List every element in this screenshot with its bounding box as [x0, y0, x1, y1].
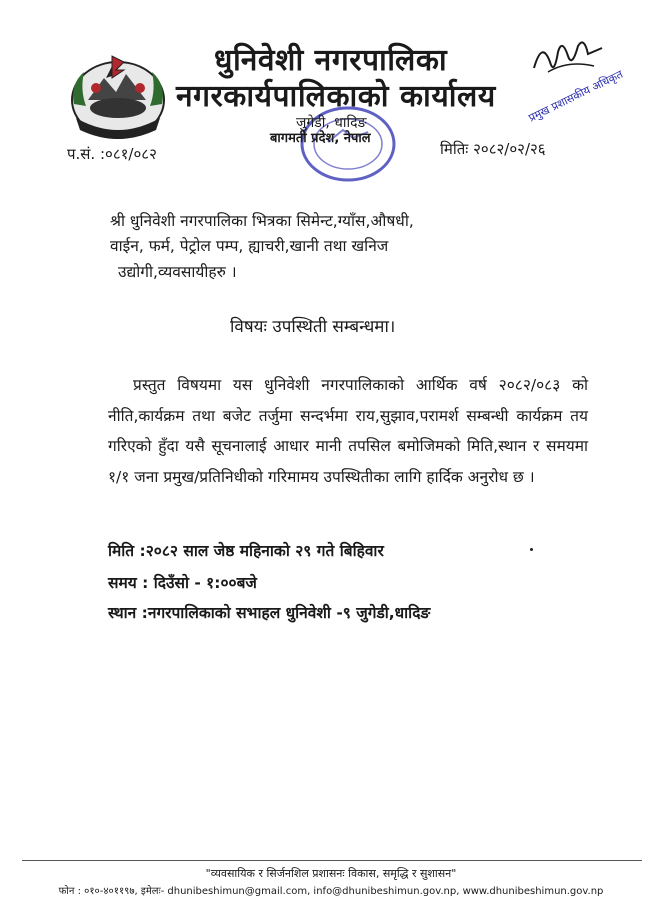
- signatory-designation: प्रमुख प्रशासकीय अधिकृत: [526, 67, 625, 125]
- letter-subject: विषयः उपस्थिती सम्बन्धमा।: [230, 317, 396, 337]
- footer-slogan: "व्यवसायिक र सिर्जनशिल प्रशासनः विकास, समृद्धि र सुशासन": [205, 867, 457, 880]
- body-paragraph: प्रस्तुत विषयमा यस धुनिवेशी नगरपालिकाको आर्थिक वर्ष २०८२/०८३ को नीति,कार्यक्रम तथा बजेट तर्जुमा सन्दर्भमा राय,सुझाव,परामर्श सम्बन्धी कार्यक्रम तय गरिएको हुँदा यसै सूचनालाई आधार मानी तपसिल बमोजिमको मिति,स्थान र समयमा १/१ जना प्रमुख/प्रतिनिधीको गरिमामय उपस्थितीका लागि हार्दिक अनुरोध छ ।: [108, 376, 588, 486]
- event-date: मिति :२०८२ साल जेष्ठ महिनाको २९ गते बिहिवार: [108, 542, 384, 560]
- office-address-line2: बागमती प्रदेश, नेपाल: [270, 131, 371, 146]
- recipient-line-2: वाईन, फर्म, पेट्रोल पम्प, ह्याचरी,खानी तथा खनिज: [110, 237, 389, 255]
- government-emblem-icon: [66, 44, 170, 144]
- signature-icon: [528, 32, 608, 84]
- footer-divider: [22, 860, 642, 861]
- event-time: समय : दिउँसो - १:००बजे: [108, 574, 257, 592]
- office-address-line1: जुगेडी, धादिङ: [296, 115, 367, 131]
- recipient-line-1: श्री धुनिवेशी नगरपालिका भित्रका सिमेन्ट,ग्याँस,औषधी,: [110, 212, 414, 230]
- event-venue: स्थान :नगरपालिकाको सभाहल धुनिवेशी -९ जुगेडी,धादिङ: [108, 604, 431, 622]
- ink-speck: [530, 548, 533, 551]
- letter-body: [108, 370, 588, 492]
- footer-contact: फोन : ०१०-४०११९७, इमेलः- dhunibeshimun@gmail.com, info@dhunibeshimun.gov.np, www.dhunibeshimun.gov.np: [58, 886, 604, 897]
- org-name-heading: धुनिवेशी नगरपालिका: [214, 43, 448, 78]
- office-name-heading: नगरकार्यपालिकाको कार्यालय: [176, 79, 496, 114]
- reference-number: प.सं. :०८१/०८२: [67, 145, 157, 163]
- recipient-line-3: उद्योगी,व्यवसायीहरु ।: [118, 263, 237, 281]
- letter-date: मितिः २०८२/०२/२६: [440, 140, 546, 158]
